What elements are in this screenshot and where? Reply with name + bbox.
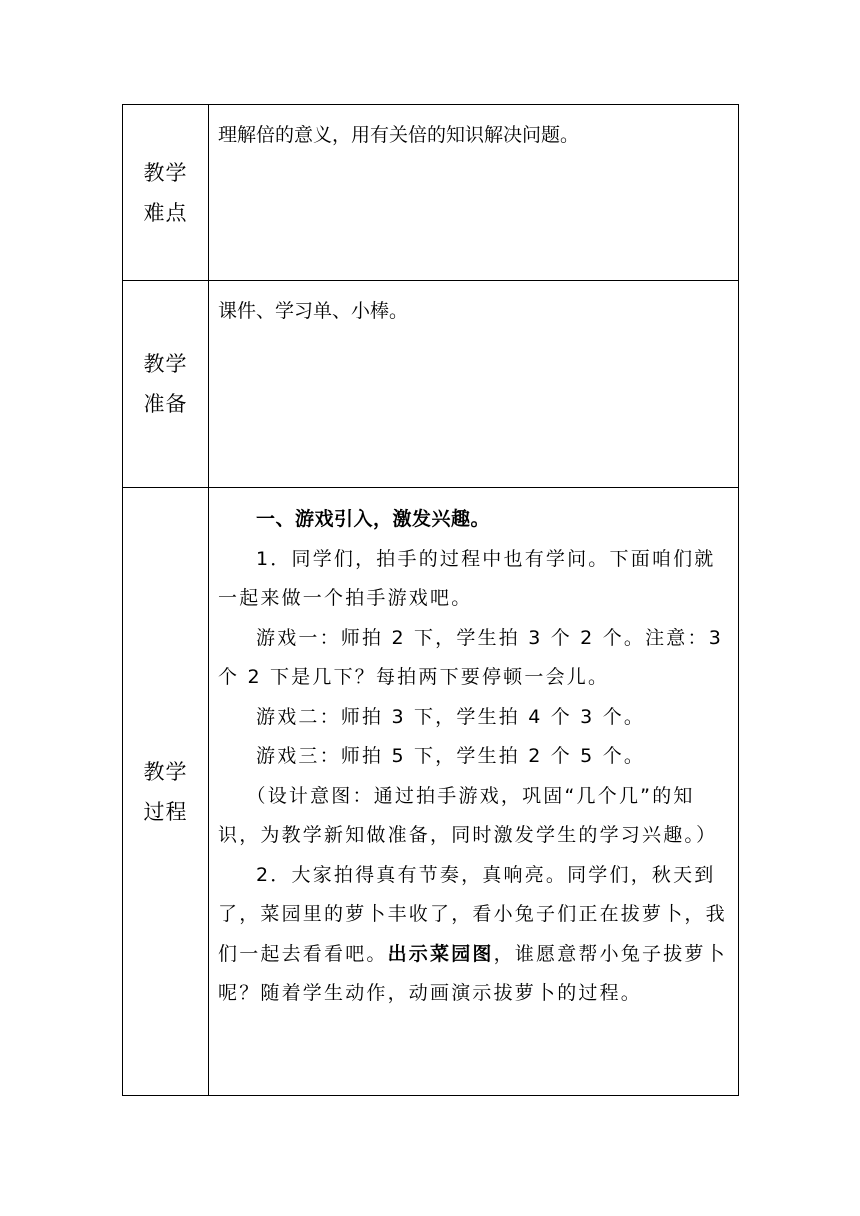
paragraph-2-start: 2．大家拍得真有节奏，真响亮。同学们，秋天到了，菜园里的萝卜丰收了，看小兔子们正在拔萝卜，我们一起去看看吧。: [218, 863, 727, 965]
row-label-line2: 准备: [143, 392, 188, 416]
row-label-cell: [123, 105, 209, 281]
row-label-line1: 教学: [143, 160, 188, 185]
row-label-line1: 教学: [143, 352, 188, 376]
row-content-cell: [209, 488, 739, 1096]
paragraph-2-end: ，谁愿意帮小兔子拔萝卜呢？随着学生动作，动画演示拔萝卜的过程。: [218, 942, 727, 1004]
row-label-cell: [123, 488, 209, 1096]
table-row-preparation: [123, 281, 739, 488]
row-label-line2: 过程: [143, 799, 188, 824]
process-text: [209, 488, 738, 1014]
paragraph-2: [218, 856, 730, 1014]
preparation-text: 课件、学习单、小棒。: [218, 300, 409, 322]
row-label: [141, 153, 191, 233]
lesson-plan-table: [122, 104, 739, 1096]
table-row-difficulty: [123, 105, 739, 281]
row-label-cell: [123, 281, 209, 488]
row-content-cell: [209, 281, 739, 488]
row-label-line1: 教学: [143, 759, 188, 784]
show-garden-image-instruction: 出示菜园图: [387, 942, 494, 965]
paragraph-1: 1．同学们，拍手的过程中也有学问。下面咱们就一起来做一个拍手游戏吧。: [218, 547, 716, 609]
difficulty-text: 理解倍的意义，用有关倍的知识解决问题。: [218, 124, 580, 146]
section-heading: 一、游戏引入，激发兴趣。: [256, 508, 491, 530]
game-two: 游戏二：师拍 3 下，学生拍 4 个 3 个。: [256, 705, 646, 728]
game-one: 游戏一：师拍 2 下，学生拍 3 个 2 个。注意：3 个 2 下是几下？每拍两下要停顿一会儿。: [218, 626, 723, 688]
game-three: 游戏三：师拍 5 下，学生拍 2 个 5 个。: [256, 745, 646, 767]
table-row-process: [123, 488, 739, 1096]
row-label: [141, 752, 191, 832]
row-label-line2: 难点: [143, 200, 188, 225]
row-label: [141, 344, 191, 424]
design-intent-note: （设计意图：通过拍手游戏，巩固“几个几”的知识，为教学新知做准备，同时激发学生的学习兴趣。）: [218, 784, 718, 846]
row-content-cell: [209, 105, 739, 281]
